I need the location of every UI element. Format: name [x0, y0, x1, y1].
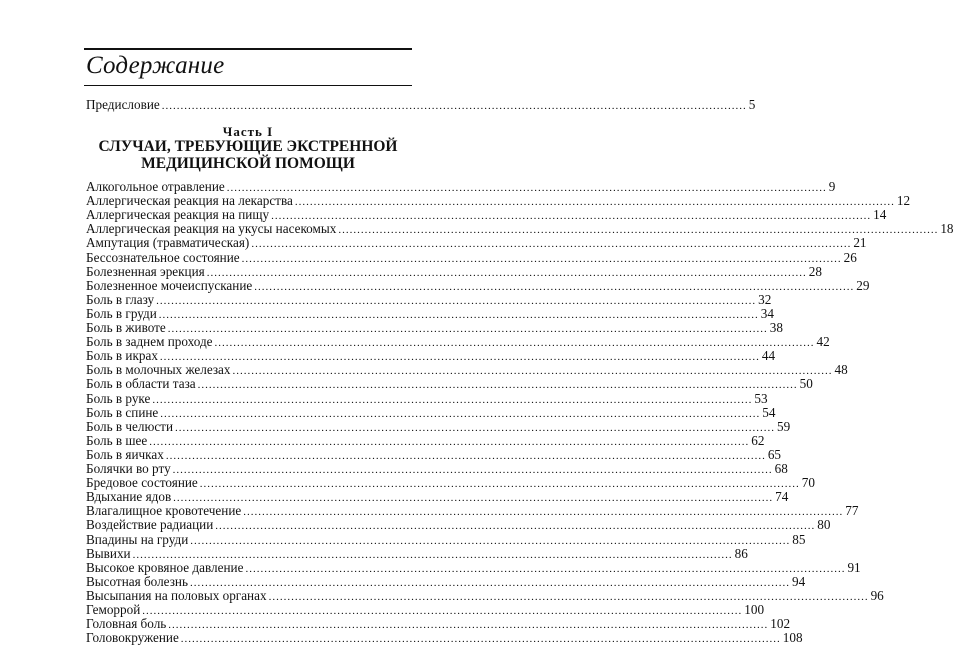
toc-entry-label: Болезненная эрекция — [86, 263, 205, 279]
top-rule — [84, 48, 412, 50]
toc-entry[interactable] — [86, 179, 836, 194]
toc-entry[interactable] — [86, 348, 776, 364]
toc-entry-page: 29 — [856, 277, 870, 293]
part-subtitle-line-1: СЛУЧАИ, ТРЕБУЮЩИЕ ЭКСТРЕННОЙ — [98, 138, 398, 155]
toc-entry-page: 80 — [817, 517, 831, 533]
toc-entry-label: Вдыхание ядов — [86, 489, 172, 505]
toc-entry-label: Боль в области таза — [86, 376, 196, 392]
toc-entry-page: 50 — [799, 376, 813, 392]
toc-entry[interactable] — [86, 418, 791, 434]
toc-entry-page: 65 — [767, 446, 782, 462]
leader-dots: ................................................................................................................................................................ — [165, 449, 766, 462]
toc-entry[interactable] — [86, 573, 806, 589]
toc-entry-label: Воздействие радиации — [86, 517, 214, 533]
toc-entry[interactable] — [86, 235, 867, 251]
leader-dots: ................................................................................................................................................................ — [173, 492, 774, 505]
toc-page — [84, 0, 954, 646]
leader-dots: ................................................................................................................................................................ — [206, 266, 807, 279]
toc-entry-label: Боль в яичках — [86, 446, 164, 462]
toc-entry-page: 70 — [801, 475, 815, 491]
toc-entry-label: Боль в шее — [86, 432, 148, 448]
toc-entry[interactable] — [86, 305, 774, 321]
toc-entry-page: 102 — [770, 616, 791, 632]
toc-entry-page: 48 — [834, 362, 848, 378]
leader-dots: ................................................................................................................................................................ — [175, 421, 775, 434]
toc-entry-page: 44 — [761, 348, 776, 364]
leader-dots: ............................................................................................................................................................ — [161, 100, 747, 112]
toc-entry-page: 59 — [777, 418, 791, 434]
toc-entry-label: Аллергическая реакция на пищу — [86, 207, 270, 223]
leader-dots: ................................................................................................................................................................ — [149, 435, 750, 448]
leader-dots: ................................................................................................................................................................ — [241, 252, 842, 265]
toc-entry-label: Болячки во рту — [86, 461, 171, 476]
toc-entry[interactable] — [86, 432, 765, 448]
toc-entry[interactable] — [86, 404, 776, 420]
toc-entry[interactable] — [86, 545, 748, 561]
toc-entry-page: 28 — [808, 263, 822, 279]
leader-dots: ................................................................................................................................................................ — [189, 576, 790, 589]
toc-entry-label: Головная боль — [86, 616, 167, 632]
toc-entry[interactable] — [86, 630, 803, 646]
toc-entry-page: 12 — [896, 193, 911, 209]
toc-entry[interactable] — [86, 475, 815, 491]
toc-entry-label: Боль в руке — [86, 390, 151, 406]
part-title: Часть I — [222, 124, 274, 139]
toc-entry[interactable] — [86, 587, 884, 603]
toc-entry-label: Аллергическая реакция на укусы насекомых — [86, 221, 337, 237]
toc-entry-label: Бессознательное состояние — [86, 249, 240, 265]
toc-entry-page: 14 — [873, 207, 887, 223]
toc-entry[interactable] — [86, 221, 954, 237]
toc-entry-label: Высотная болезнь — [86, 573, 188, 589]
toc-entry-label: Алкогольное отравление — [86, 179, 225, 194]
leader-dots: ................................................................................................................................................................ — [215, 520, 816, 533]
toc-entry[interactable] — [86, 376, 813, 392]
toc-entry-label: Высокое кровяное давление — [86, 559, 244, 575]
leader-dots: ................................................................................................................................................................ — [268, 590, 869, 603]
toc-entry-label: Предисловие — [86, 97, 160, 112]
leader-dots: ................................................................................................................................................................ — [197, 379, 798, 392]
toc-entry-label: Ампутация (травматическая) — [86, 235, 250, 251]
toc-entry-label: Вывихи — [86, 545, 131, 561]
toc-entry[interactable] — [86, 446, 782, 462]
toc-entry-page: 100 — [744, 602, 765, 617]
toc-entry-label: Боль в спине — [86, 404, 159, 420]
leader-dots: ................................................................................................................................................................ — [159, 351, 760, 364]
page-heading: Содержание — [86, 52, 225, 79]
toc-entry-page: 85 — [792, 531, 806, 547]
leader-dots: ................................................................................................................................................................ — [180, 633, 781, 646]
toc-entry-label: Головокружение — [86, 630, 179, 646]
toc-entry-page: 42 — [816, 334, 830, 350]
toc-entry-label: Впадины на груди — [86, 531, 189, 547]
toc-entry-page: 34 — [760, 305, 774, 321]
toc-entry-label: Болезненное мочеиспускание — [86, 277, 253, 293]
toc-entry-label: Высыпания на половых органах — [86, 587, 267, 603]
toc-entry-page: 18 — [940, 221, 954, 237]
leader-dots: ................................................................................................................................................................ — [158, 308, 759, 321]
leader-dots: ................................................................................................................................................................ — [294, 196, 895, 209]
toc-entry[interactable] — [86, 616, 791, 632]
leader-dots: ................................................................................................................................................................ — [232, 365, 833, 378]
leader-dots: ................................................................................................................................................................ — [245, 562, 846, 575]
leader-dots: ................................................................................................................................................................ — [251, 238, 852, 251]
toc-entry[interactable] — [86, 517, 831, 533]
toc-entry-page: 94 — [791, 573, 806, 589]
leader-dots: ................................................................................................................................................................ — [167, 323, 768, 335]
toc-entry-page: 108 — [782, 630, 803, 646]
toc-entry-page: 62 — [751, 432, 765, 448]
leader-dots: ................................................................................................................................................................ — [338, 224, 939, 237]
leader-dots: ................................................................................................................................................................ — [243, 506, 844, 519]
toc-entry-preface[interactable] — [86, 97, 756, 112]
leader-dots: ................................................................................................................................................................ — [160, 407, 761, 420]
toc-entry-page: 91 — [847, 559, 861, 575]
toc-entry-label: Боль в животе — [86, 320, 166, 335]
toc-entry-page: 54 — [762, 404, 776, 420]
toc-entry[interactable] — [86, 602, 765, 617]
toc-entry[interactable] — [86, 559, 861, 575]
leader-dots: ................................................................................................................................................................ — [226, 182, 827, 194]
toc-entry-page: 96 — [870, 587, 884, 603]
part-subtitle-line-2: МЕДИЦИНСКОЙ ПОМОЩИ — [141, 155, 355, 172]
toc-entry-label: Бредовое состояние — [86, 475, 198, 491]
toc-entry[interactable] — [86, 249, 857, 265]
leader-dots: ................................................................................................................................................................ — [156, 294, 757, 307]
toc-entry-label: Боль в челюсти — [86, 418, 173, 434]
toc-entry-page: 26 — [843, 249, 857, 265]
leader-dots: ................................................................................................................................................................ — [152, 393, 753, 406]
leader-dots: ................................................................................................................................................................ — [132, 548, 733, 561]
leader-dots: ................................................................................................................................................................ — [190, 534, 791, 547]
toc-entry-page: 9 — [828, 179, 836, 194]
toc-entry-page: 38 — [769, 320, 783, 335]
toc-entry-label: Боль в заднем проходе — [86, 334, 213, 350]
heading-rule — [84, 85, 412, 86]
toc-entry-page: 74 — [775, 489, 789, 505]
toc-entry-page: 53 — [754, 390, 768, 406]
toc-entry[interactable] — [86, 193, 911, 209]
toc-entry-label: Боль в молочных железах — [86, 362, 231, 378]
toc-entry-label: Геморрой — [86, 602, 141, 617]
leader-dots: ................................................................................................................................................................ — [142, 605, 743, 617]
toc-entry-label: Боль в груди — [86, 305, 157, 321]
toc-entry-page: 5 — [748, 97, 756, 112]
toc-entry-page: 68 — [774, 461, 788, 476]
toc-entry[interactable] — [86, 263, 822, 279]
toc-entry[interactable] — [86, 503, 859, 519]
toc-entry-page: 32 — [758, 291, 772, 307]
toc-entry-page: 86 — [734, 545, 748, 561]
leader-dots: ................................................................................................................................................................ — [199, 478, 800, 491]
toc-entry[interactable] — [86, 461, 788, 476]
leader-dots: ................................................................................................................................................................ — [168, 619, 769, 632]
toc-entry[interactable] — [86, 362, 848, 378]
leader-dots: ................................................................................................................................................................ — [271, 210, 872, 223]
toc-entry[interactable] — [86, 390, 768, 406]
toc-entry[interactable] — [86, 531, 806, 547]
toc-entry-label: Влагалищное кровотечение — [86, 503, 242, 519]
toc-entry[interactable] — [86, 277, 870, 293]
toc-entry[interactable] — [86, 207, 887, 223]
toc-entry-label: Боль в икрах — [86, 348, 158, 364]
toc-entry[interactable] — [86, 320, 783, 335]
leader-dots: ................................................................................................................................................................ — [172, 464, 773, 476]
toc-entry-page: 77 — [845, 503, 859, 519]
toc-entry-label: Аллергическая реакция на лекарства — [86, 193, 293, 209]
toc-entry[interactable] — [86, 334, 830, 350]
leader-dots: ................................................................................................................................................................ — [214, 337, 815, 350]
toc-entry-page: 21 — [853, 235, 867, 251]
leader-dots: ................................................................................................................................................................ — [254, 280, 855, 293]
toc-entry[interactable] — [86, 291, 772, 307]
toc-entry-label: Боль в глазу — [86, 291, 155, 307]
toc-entry[interactable] — [86, 489, 789, 505]
